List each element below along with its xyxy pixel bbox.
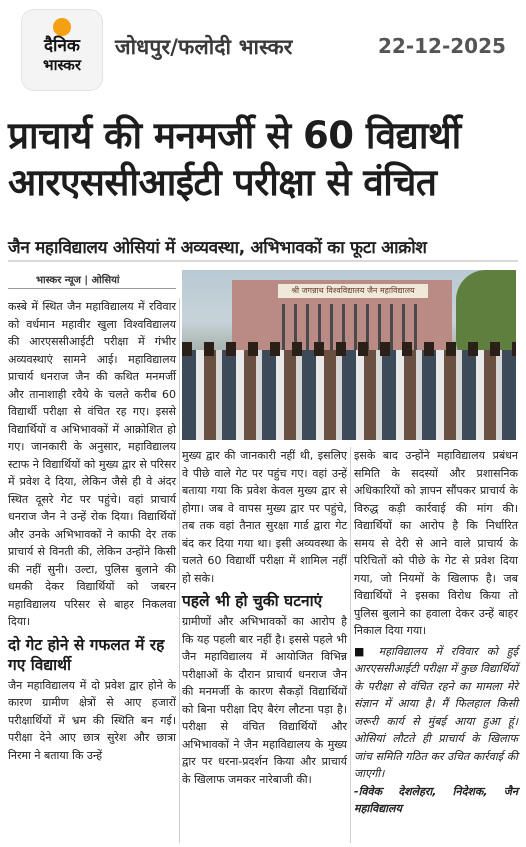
logo-text-line1: दैनिक bbox=[44, 36, 80, 56]
body-paragraph: इसके बाद उन्होंने महाविद्यालय प्रबंधन समिति के सदस्यों और प्रशासनिक अधिकारियों को ज्ञापन सौंपकर प्राचार्य के विरुद्ध कड़ी कार्रवाई की मांग की। विद्यार्थियों का आरोप है कि निर्धारित समय से देरी से आने वाले प्राचार्य के परिचितों को पीछे के गेट से प्रवेश दिया गया, जो नियमों के खिलाफ है। जब विद्यार्थियों ने इसका विरोध किया तो पुलिस बुलाने का हवाला देकर उन्हें बाहर निकाल दिया गया। bbox=[354, 449, 518, 637]
article-photo[interactable] bbox=[182, 270, 516, 440]
article-column-1 bbox=[8, 298, 176, 764]
article-column-2 bbox=[182, 447, 347, 788]
app-header bbox=[0, 0, 526, 96]
body-paragraph: ग्रामीणों और अभिभावकों का आरोप है कि यह पहली बार नहीं है। इससे पहले भी जैन महाविद्यालय में आयोजित विभिन्न परीक्षाओं के दौरान प्राचार्य धनराज जैन की मनमर्जी के कारण सैकड़ों विद्यार्थियों को बिना परीक्षा दिए बैरंग लौटना पड़ा है। परीक्षा से वंचित विद्यार्थियों और अभिभावकों ने जैन महाविद्यालय के मुख्य द्वार पर धरना-प्रदर्शन किया और प्राचार्य के खिलाफ जमकर नारेबाजी की। bbox=[182, 615, 347, 786]
byline-divider bbox=[8, 288, 176, 289]
article-subheadline: जैन महाविद्यालय ओसियां में अव्यवस्था, अभिभावकों का फूटा आक्रोश bbox=[8, 238, 427, 258]
quote-text: महाविद्यालय में रविवार को हुई आरएससीआईटी परीक्षा में कुछ विद्यार्थियों के परीक्षा से वंचित रहने का मामला मेरे संज्ञान में आया है। मैं फिलहाल किसी जरूरी कार्य से मुंबई आया हुआ हूं। ओसियां लौटते ही प्राचार्य के खिलाफ जांच समिति गठित कर उचित कार्रवाई की जाएगी। bbox=[354, 644, 518, 780]
body-paragraph: जैन महाविद्यालय में दो प्रवेश द्वार होने के कारण ग्रामीण क्षेत्रों से आए हजारों परीक्षार्थियों में भ्रम की स्थिति बन गई। परीक्षा देने आए छात्र सुरेश और छात्रा निरमा ने बताया कि उन्हें bbox=[8, 678, 176, 762]
quote-author: -विवेक देशलेहरा, निदेशक, जैन महाविद्यालय bbox=[354, 784, 518, 815]
quote-bullet-icon: ■ bbox=[354, 644, 370, 658]
section-title-earlier-incidents: पहले भी हो चुकी घटनाएं bbox=[182, 592, 323, 610]
edition-name: जोधपुर/फलोदी भास्कर bbox=[115, 35, 293, 59]
director-quote bbox=[354, 643, 518, 783]
logo-text-line2: भास्कर bbox=[43, 56, 81, 74]
body-paragraph: कस्बे में स्थित जैन महाविद्यालय में रविवार को वर्धमान महावीर खुला विश्वविद्यालय की आरएससीआईटी परीक्षा में गंभीर अव्यवस्थाएं सामने आई। महाविद्यालय प्राचार्य धनराज जैन की कथित मनमर्जी और तानाशाही रवैये के चलते करीब 60 विद्यार्थी परीक्षा से वंचित रह गए। इससे विद्यार्थियों व अभिभावकों में आक्रोशित हो गए। जानकारी के अनुसार, महाविद्यालय स्टाफ ने विद्यार्थियों को मुख्य द्वार से परिसर में प्रवेश दे दिया, लेकिन जैसे ही वे अंदर स्थित दूसरे गेट पर पहुंचे। वहां प्राचार्य धनराज जैन ने उन्हें रोक दिया। विद्यार्थियों और उनके अभिभावकों ने काफी देर तक प्राचार्य से विनती की, लेकिन उन्होंने किसी की नहीं सुनी। उल्टा, पुलिस बुलाने की धमकी देकर विद्यार्थियों को जबरन महाविद्यालय परिसर से बाहर निकलवा दिया। bbox=[8, 300, 176, 628]
college-sign: श्री जगन्नाथ विश्वविद्यालय जैन महाविद्यालय bbox=[278, 284, 428, 298]
sun-logo-icon bbox=[53, 18, 71, 36]
article-byline: भास्कर न्यूज | ओसियां bbox=[36, 275, 120, 286]
divider bbox=[8, 260, 518, 262]
student-heads bbox=[182, 342, 516, 356]
dainik-bhaskar-logo[interactable] bbox=[22, 10, 102, 90]
column-divider bbox=[350, 447, 351, 843]
column-divider bbox=[179, 298, 180, 843]
article-headline: प्राचार्य की मनमर्जी से 60 विद्यार्थी आरएससीआईटी परीक्षा से वंचित bbox=[8, 114, 461, 204]
article-column-3 bbox=[354, 447, 518, 818]
edition-date: 22-12-2025 bbox=[378, 34, 506, 58]
student-crowd bbox=[182, 350, 516, 440]
section-title-two-gates: दो गेट होने से गफलत में रह गए विद्यार्थी bbox=[8, 635, 165, 674]
body-paragraph: मुख्य द्वार की जानकारी नहीं थी, इसलिए वे पीछे वाले गेट पर पहुंच गए। वहां उन्हें बताया गया कि प्रवेश केवल मुख्य द्वार से होगा। जब वे वापस मुख्य द्वार पर पहुंचे, तब तक वहां तैनात सुरक्षा गार्ड द्वारा गेट बंद कर दिया गया था। इसी अव्यवस्था के चलते 60 विद्यार्थी परीक्षा में शामिल नहीं हो सके। bbox=[182, 449, 347, 585]
